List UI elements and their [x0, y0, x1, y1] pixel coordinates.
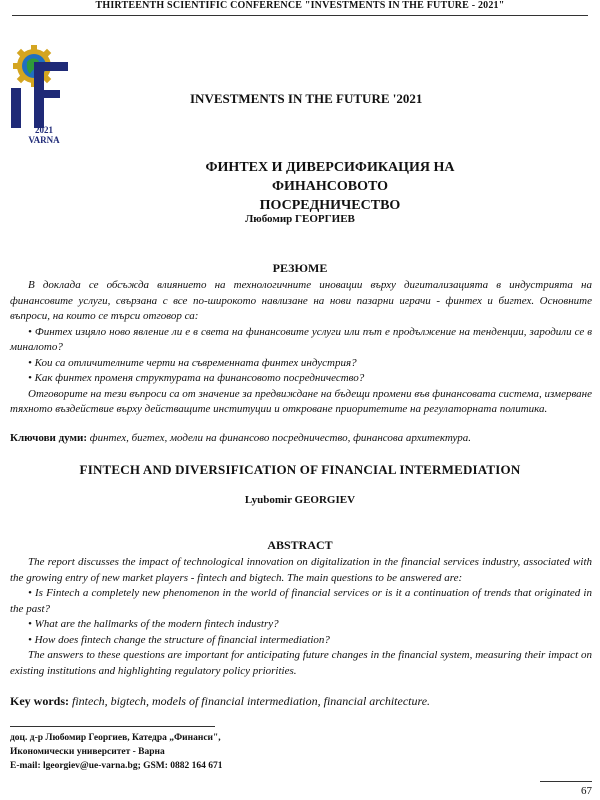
running-header: THIRTEENTH SCIENTIFIC CONFERENCE "INVESTMENTS IN THE FUTURE - 2021"	[95, 0, 505, 11]
bg-keywords	[10, 431, 592, 446]
page-number-rule	[540, 781, 592, 782]
bg-abstract	[10, 278, 592, 418]
bg-author: Любомир ГЕОРГИЕВ	[245, 213, 355, 225]
footnote-email: E-mail: lgeorgiev@ue-varna.bg; GSM: 0882 164 671	[10, 761, 223, 771]
conference-title: INVESTMENTS IN THE FUTURE '2021	[190, 91, 423, 106]
page-number: 67	[581, 785, 592, 797]
if-logo-icon	[8, 40, 72, 130]
en-abstract-heading: ABSTRACT	[267, 538, 333, 552]
bg-paper-title	[150, 158, 510, 215]
bg-abstract-intro: В доклада се обсъжда влиянието на технологичните иновации върху дигитализацията в индустрията на финансовите услуги, свързана с все по-широкото навлизане на нови пазарни играчи - финтех и бигтех. Основните въпроси, на които се търси отговор са:	[10, 279, 592, 322]
en-question: • Is Fintech a completely new phenomenon in the world of financial services or is it a continuation of trends that originated in the past?	[10, 587, 592, 615]
en-keywords-text: fintech, bigtech, models of financial intermediation, financial architecture.	[72, 694, 431, 708]
en-question: • What are the hallmarks of the modern fintech industry?	[28, 618, 279, 630]
header-rule	[12, 15, 588, 16]
bg-question: • Финтех изцяло ново явление ли е в света на финансовите услуги или път е продължение на тенденции, зародили се в миналото?	[10, 325, 592, 353]
en-keywords	[10, 694, 592, 709]
bg-title-line1: ФИНТЕХ И ДИВЕРСИФИКАЦИЯ НА ФИНАНСОВОТО	[205, 160, 455, 194]
logo-year: 2021	[35, 125, 53, 135]
bg-question: • Как финтех променя структурата на финансовото посредничество?	[28, 372, 365, 384]
en-paper-title: FINTECH AND DIVERSIFICATION OF FINANCIAL INTERMEDIATION	[79, 462, 521, 477]
logo-city: VARNA	[28, 135, 60, 145]
bg-keywords-text: финтех, бигтех, модели на финансово посредничество, финансова архитектура.	[89, 432, 472, 444]
bg-abstract-conclusion: Отговорите на тези въпроси са от значение за предвиждане на бъдещи промени във финансовата система, измерване тяхното въздействие върху действащите институции и откроване приоритетите на регулаторната политика.	[10, 387, 592, 415]
author-footnote	[10, 731, 410, 773]
en-author: Lyubomir GEORGIEV	[244, 494, 356, 506]
en-question: • How does fintech change the structure of financial intermediation?	[28, 633, 330, 646]
bg-question: • Кои са отличителните черти на съвременната финтех индустрия?	[28, 356, 357, 369]
footnote-rule	[10, 726, 215, 727]
en-abstract	[10, 555, 592, 679]
en-keywords-label: Key words:	[10, 694, 69, 708]
bg-title-line2: ПОСРЕДНИЧЕСТВО	[259, 198, 401, 213]
bg-keywords-label: Ключови думи:	[10, 432, 88, 444]
footnote-line: доц. д-р Любомир Георгиев, Катедра „Финанси",	[10, 733, 221, 743]
bg-abstract-heading: РЕЗЮМЕ	[272, 261, 328, 275]
en-abstract-intro: The report discusses the impact of technological innovation on digitalization in the financial services industry, associated with the growing entry of new market players - fintech and bigtech. The main questions to be answered are:	[10, 556, 592, 584]
en-abstract-conclusion: The answers to these questions are important for anticipating future changes in the financial system, measuring their impact on existing institutions and highlighting regulatory policy priorities.	[10, 649, 592, 677]
footnote-line: Икономически университет - Варна	[10, 747, 165, 757]
